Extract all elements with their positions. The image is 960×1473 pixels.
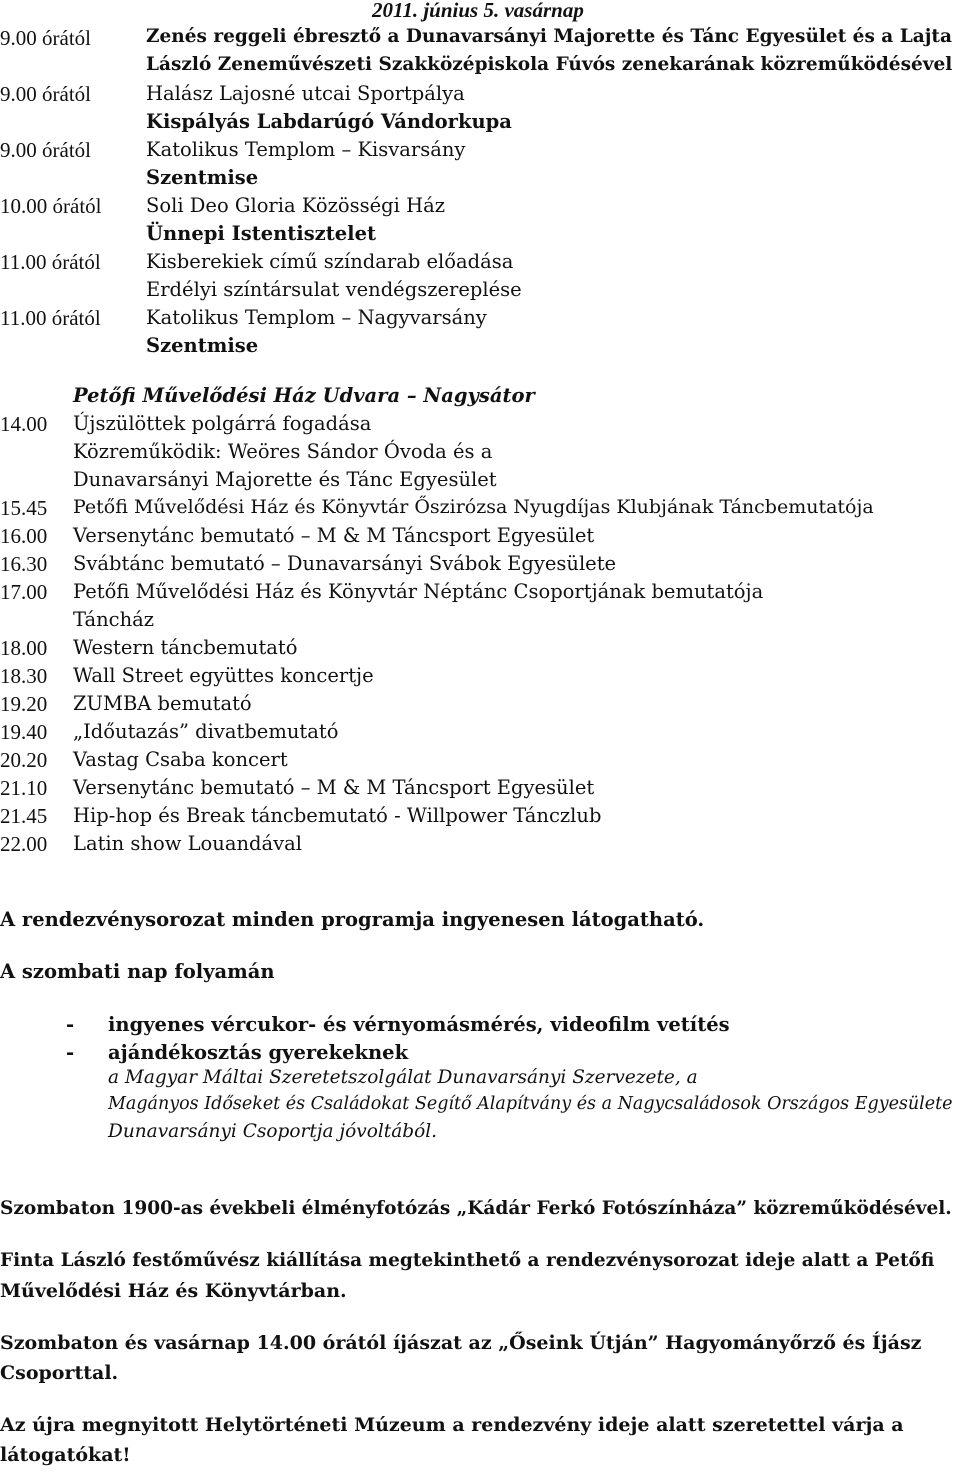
event-line: Katolikus Templom – Nagyvarsány (146, 306, 487, 329)
sponsor-line: Dunavarsányi Csoportja jóvoltából. (108, 1121, 438, 1142)
event-line: Versenytánc bemutató – M & M Táncsport Egyesület (73, 524, 595, 547)
event-line: Halász Lajosné utcai Sportpálya (146, 82, 465, 105)
event-line: Ünnepi Istentisztelet (146, 222, 376, 245)
event-line: Táncház (73, 608, 155, 631)
event-time: 14.00 (0, 412, 48, 436)
event-time: 9.00 órától (0, 26, 91, 50)
list-dash: - (66, 1041, 75, 1064)
event-time: 16.30 (0, 552, 48, 576)
sponsor-line: Magányos Időseket és Családokat Segítő Alapítvány és a Nagycsaládosok Országos Egyesülete (108, 1094, 953, 1114)
event-time: 18.00 (0, 636, 48, 660)
event-line: Újszülöttek polgárrá fogadása (73, 412, 372, 435)
event-line: Wall Street együttes koncertje (73, 664, 374, 687)
event-line: László Zeneművészeti Szakközépiskola Fúvós zenekarának közreműködésével (146, 54, 953, 75)
event-time: 22.00 (0, 832, 48, 856)
event-time: 9.00 órától (0, 138, 91, 162)
event-time: 18.30 (0, 664, 48, 688)
event-line: Kispályás Labdarúgó Vándorkupa (146, 110, 512, 133)
event-time: 21.45 (0, 804, 48, 828)
event-time: 19.20 (0, 692, 48, 716)
event-time: 11.00 órától (0, 306, 101, 330)
event-line: Soli Deo Gloria Közösségi Ház (146, 194, 445, 217)
event-line: Petőfi Művelődési Ház és Könyvtár Őszirózsa Nyugdíjas Klubjának Táncbemutatója (73, 496, 874, 518)
event-line: Dunavarsányi Majorette és Tánc Egyesület (73, 468, 497, 491)
event-line: Western táncbemutató (73, 636, 298, 659)
note-line: Csoporttal. (0, 1362, 119, 1384)
note-line: Művelődési Ház és Könyvtárban. (0, 1280, 347, 1302)
list-item: ajándékosztás gyerekeknek (108, 1041, 409, 1064)
sponsor-line: a Magyar Máltai Szeretetszolgálat Dunavarsányi Szervezete, a (108, 1067, 698, 1088)
event-line: Szentmise (146, 166, 259, 189)
event-line: Katolikus Templom – Kisvarsány (146, 138, 466, 161)
event-time: 10.00 órától (0, 194, 102, 218)
event-line: Hip-hop és Break táncbemutató - Willpower Tánczlub (73, 804, 602, 827)
event-time: 9.00 órától (0, 82, 91, 106)
event-time: 15.45 (0, 496, 48, 520)
event-time: 16.00 (0, 524, 48, 548)
saturday-heading: A szombati nap folyamán (0, 960, 275, 983)
venue-heading: Petőfi Művelődési Ház Udvara – Nagysátor (73, 384, 535, 407)
event-line: Vastag Csaba koncert (73, 748, 288, 771)
event-line: Erdélyi színtársulat vendégszereplése (146, 278, 522, 301)
list-dash: - (66, 1013, 75, 1036)
event-line: Petőfi Művelődési Ház és Könyvtár Néptánc Csoportjának bemutatója (73, 580, 764, 603)
note-line: Finta László festőművész kiállítása megtekinthető a rendezvénysorozat ideje alatt a Petőfi (0, 1250, 935, 1271)
event-time: 17.00 (0, 580, 48, 604)
page-title: 2011. június 5. vasárnap (372, 0, 584, 22)
event-time: 19.40 (0, 720, 48, 744)
free-admission-note: A rendezvénysorozat minden programja ingyenesen látogatható. (0, 908, 705, 931)
event-time: 20.20 (0, 748, 48, 772)
note-line: Az újra megnyitott Helytörténeti Múzeum a rendezvény ideje alatt szeretettel várja a (0, 1414, 904, 1436)
note-line: Szombaton 1900-as évekbeli élményfotózás „Kádár Ferkó Fotószínháza” közreműködésével. (0, 1198, 952, 1219)
event-line: Kisberekiek című színdarab előadása (146, 250, 514, 273)
event-line: Közreműködik: Weöres Sándor Óvoda és a (73, 440, 493, 463)
list-item: ingyenes vércukor- és vérnyomásmérés, videofilm vetítés (108, 1013, 730, 1036)
note-line: látogatókat! (0, 1444, 131, 1466)
event-time: 21.10 (0, 776, 48, 800)
event-line: Szentmise (146, 334, 259, 357)
note-line: Szombaton és vasárnap 14.00 órától íjászat az „Őseink Útján” Hagyományőrző és Íjász (0, 1332, 922, 1354)
event-line: Latin show Louandával (73, 832, 303, 855)
event-line: „Időutazás” divatbemutató (73, 720, 339, 743)
event-line: ZUMBA bemutató (73, 692, 252, 715)
event-time: 11.00 órától (0, 250, 101, 274)
event-line: Svábtánc bemutató – Dunavarsányi Svábok Egyesülete (73, 552, 617, 575)
event-line: Zenés reggeli ébresztő a Dunavarsányi Majorette és Tánc Egyesület és a Lajta (146, 26, 952, 47)
event-line: Versenytánc bemutató – M & M Táncsport Egyesület (73, 776, 595, 799)
